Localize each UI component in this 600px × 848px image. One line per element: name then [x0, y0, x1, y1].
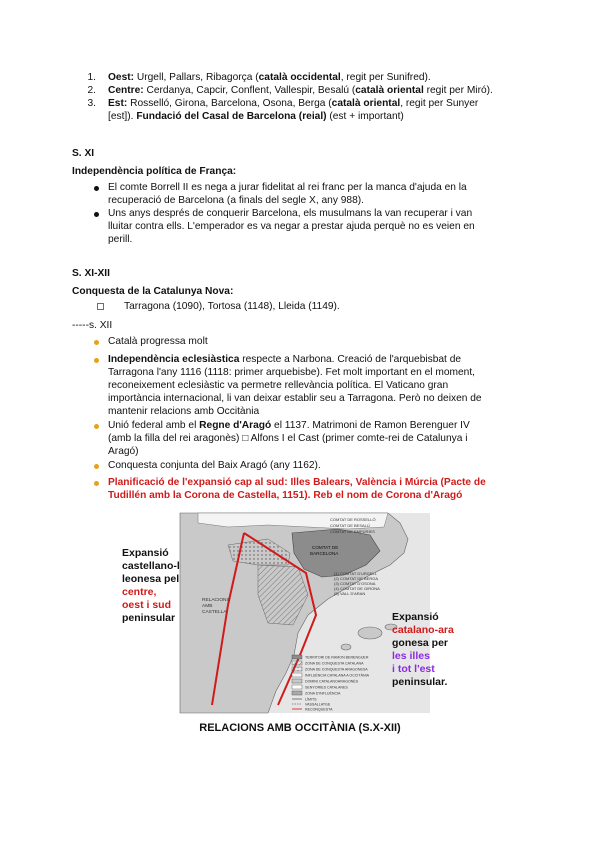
map-label: AMB: [202, 604, 213, 609]
bullet-icon: [94, 212, 99, 217]
figure-caption: RELACIONS AMB OCCITÀNIA (S.X-XII): [199, 722, 401, 734]
svg-text:LÍMITS: LÍMITS: [305, 697, 317, 702]
map-label: COMTAT DE ROSSELLÓ: [330, 517, 376, 522]
map-annotation-right: Expansió catalano-ara gonesa per les illes i tot l'est peninsular.: [392, 611, 454, 688]
paragraph-line: El comte Borrell II es nega a jurar fidelitat al rei franc per la manca d'ajuda en la: [108, 182, 467, 193]
list-item-oest: Oest: Urgell, Pallars, Ribagorça (català occidental, regit per Sunifred).: [108, 72, 431, 83]
paragraph-line: lluitar contra ells. L'emperador es va negar a prestar ajuda perquè no es veien en: [108, 221, 475, 232]
paragraph-line: Aragó): [108, 446, 139, 457]
paragraph-line: -----s. XII: [72, 320, 113, 331]
svg-text:INFLUÈNCIA CATALANA A OCCITÀNI: INFLUÈNCIA CATALANA A OCCITÀNIA: [305, 673, 369, 678]
paragraph-line: Uns anys després de conquerir Barcelona, els musulmans la van recuperar i van: [108, 208, 473, 219]
bullet-icon: [94, 481, 99, 486]
svg-text:TERRITORI DE RAMON BERENGUER: TERRITORI DE RAMON BERENGUER: [305, 655, 369, 660]
map-label: COMTAT DE EMPÚRIES: [330, 529, 375, 534]
bullet-icon: [94, 340, 99, 345]
eivissa-island: [341, 644, 351, 650]
list-item-centre: Centre: Cerdanya, Capcir, Conflent, Vallespir, Besalú (català oriental regit per Miró).: [108, 85, 493, 96]
section-heading-s11: S. XI: [72, 148, 95, 159]
paragraph-line: reconeixement eclesiàstic va permetre rellevància política. El Vaticano gran: [108, 380, 449, 391]
paragraph-line: importància internacional, li van deixar establir seu a Tarragona. Però no deixen de: [108, 393, 482, 404]
paragraph-line: recuperació de Barcelona (a finals del segle X, any 988).: [108, 195, 364, 206]
paragraph-line: Conquesta conjunta del Baix Aragó (any 1162).: [108, 460, 321, 471]
checkbox-bullet-icon: [97, 303, 104, 310]
paragraph-line: mantenir relacions amb Occitània: [108, 406, 260, 417]
map-key: (5) VALL D'ARAN: [334, 591, 366, 596]
list-number: 2.: [87, 85, 96, 96]
map-key: (4) COMTAT DE GIRONA: [334, 586, 380, 591]
mallorca-island: [358, 627, 382, 639]
paragraph-line-highlight: Tudillén amb la Corona de Castella, 1151). Reb el nom de Corona d'Aragó: [108, 490, 463, 501]
svg-text:RECONQUESTA: RECONQUESTA: [305, 707, 333, 712]
map-label: CASTELLA: [202, 610, 227, 615]
svg-text:VASSALLATGE: VASSALLATGE: [305, 702, 331, 707]
bullet-icon: [94, 464, 99, 469]
bullet-icon: [94, 186, 99, 191]
subheading-conquesta: Conquesta de la Catalunya Nova:: [72, 286, 234, 297]
subheading-independencia: Independència política de França:: [72, 166, 237, 177]
paragraph-line: Independència eclesiàstica respecte a Narbona. Creació de l'arquebisbat de: [108, 354, 462, 365]
paragraph-line: (amb la filla del rei aragonès) □ Alfons I el Cast (primer comte-rei de Catalunya i: [108, 433, 468, 444]
paragraph-line: Tarragona l'any 1116 (1118: primer arquebisbe). Fet molt important en el moment,: [108, 367, 475, 378]
list-number: 3.: [87, 98, 96, 109]
paragraph-line: perill.: [108, 234, 133, 245]
map-label: BARCELONA: [310, 551, 339, 556]
list-item-est: Est: Rosselló, Girona, Barcelona, Osona, Berga (català oriental, regit per Sunyer: [108, 98, 479, 109]
bullet-icon: [94, 358, 99, 363]
map-label: COMTAT DE: [312, 545, 339, 550]
map-key: (1) COMTAT D'URGELL: [334, 571, 377, 576]
svg-text:SENYORIES CATALANES: SENYORIES CATALANES: [305, 685, 348, 690]
paragraph-line: Català progressa molt: [108, 336, 208, 347]
map-key: (3) COMTAT D'OSONA: [334, 581, 376, 586]
svg-text:DOMINI CATALANOARAGONÈS: DOMINI CATALANOARAGONÈS: [305, 679, 359, 684]
svg-text:ZONA D'INFLUÈNCIA: ZONA D'INFLUÈNCIA: [305, 691, 341, 696]
svg-text:ZONA DE CONQUESTA ARAGONESA: ZONA DE CONQUESTA ARAGONESA: [305, 667, 368, 672]
list-item-est-cont: [est]). Fundació del Casal de Barcelona (reial) (est + important): [108, 111, 404, 122]
list-number: 1.: [87, 72, 96, 83]
paragraph-line: Tarragona (1090), Tortosa (1148), Lleida (1149).: [124, 301, 340, 312]
map-label: RELACIONS: [202, 598, 230, 603]
map-figure: [108, 505, 508, 715]
map-key: (2) COMTAT DE BERGA: [334, 576, 379, 581]
paragraph-line-highlight: Planificació de l'expansió cap al sud: Illes Balears, València i Múrcia (Pacte de: [108, 477, 486, 488]
paragraph-line: Unió federal amb el Regne d'Aragó el 1137. Matrimoni de Ramon Berenguer IV: [108, 420, 470, 431]
svg-text:ZONA DE CONQUESTA CATALANA: ZONA DE CONQUESTA CATALANA: [305, 661, 364, 666]
map-annotation-left: Expansió castellano-l leonesa pel centre, oest i sud peninsular: [122, 547, 180, 624]
bullet-icon: [94, 424, 99, 429]
map-label: COMTAT DE BESALÚ: [330, 523, 370, 528]
section-heading-s1112: S. XI-XII: [72, 268, 110, 279]
